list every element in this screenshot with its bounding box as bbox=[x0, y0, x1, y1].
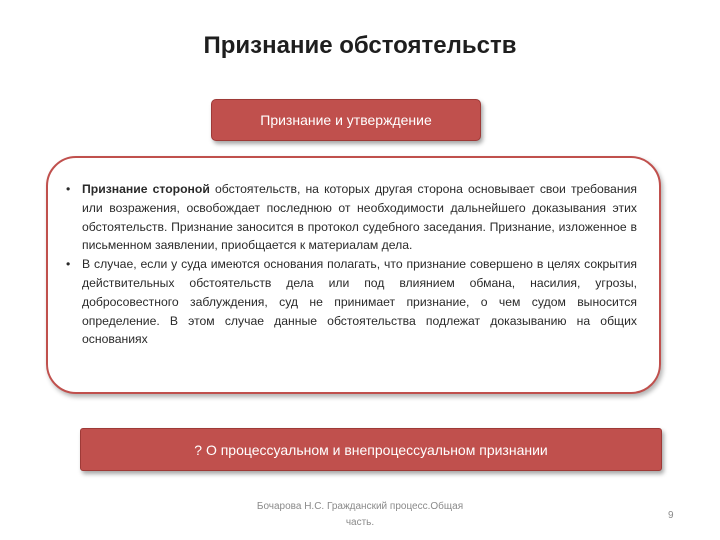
bullet-dot-icon: • bbox=[66, 182, 71, 196]
bullet-1-text: обстоятельств, на которых другая сторона основывает свои требования или возражения, освобождает последнюю от необходимости дальнейшего доказывания этих обстоятельств. Признание заносится в протокол судебного заседания. Признание, изложенное в письменном заявлении, приобщается к материалам дела. bbox=[82, 182, 637, 253]
bullet-dot-icon: • bbox=[66, 257, 71, 272]
question-label: ? О процессуальном и внепроцессуальном признании bbox=[194, 441, 548, 458]
slide-title: Признание обстоятельств bbox=[203, 32, 517, 59]
bullet-item-2 bbox=[66, 255, 637, 349]
bullet-1-bold: Признание стороной bbox=[82, 182, 210, 196]
footer-author: Бочарова Н.С. Гражданский процесс.Общая часть. bbox=[256, 501, 464, 528]
content-box bbox=[46, 156, 661, 394]
page-number: 9 bbox=[668, 510, 674, 521]
subtitle-label: Признание и утверждение bbox=[260, 112, 432, 128]
subtitle-box bbox=[211, 99, 481, 141]
bullet-2-text: В случае, если у суда имеются основания полагать, что признание совершено в целях сокрытия действительных обстоятельств дела или под влиянием обмана, насилия, угрозы, добросовестного заблуждения, суд не принимает признание, о чем судом выносится определение. В этом случае данные обстоятельства подлежат доказыванию на общих основаниях bbox=[82, 257, 637, 347]
question-box bbox=[80, 428, 662, 471]
bullet-item-1 bbox=[66, 180, 637, 255]
